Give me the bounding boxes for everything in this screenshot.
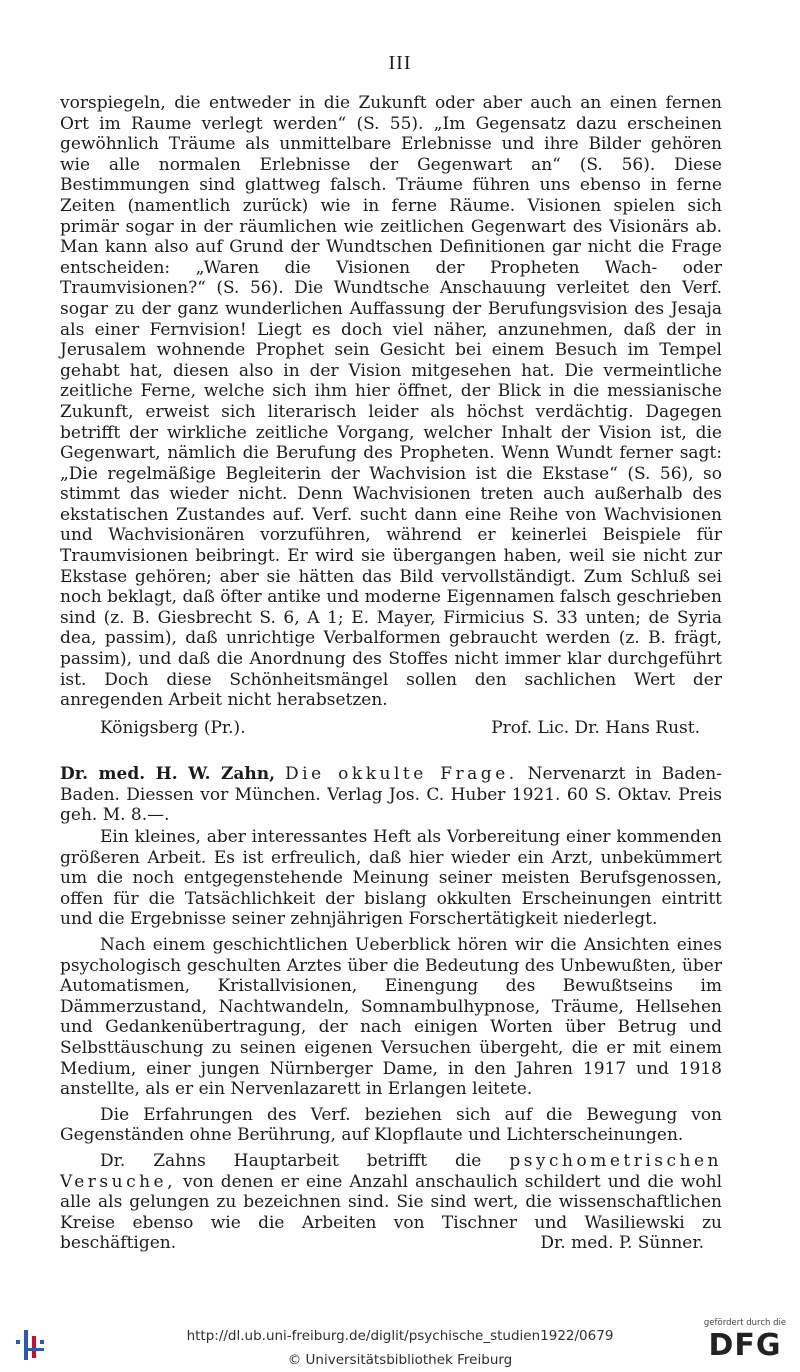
footer-url[interactable]: http://dl.ub.uni-freiburg.de/diglit/psychische_studien1922/0679 [186,1328,614,1344]
dfg-logo [698,1318,792,1370]
review-2-body [60,827,722,1254]
review-1-paragraph: vorspiegeln, die entweder in die Zukunft oder aber auch an einen fernen Ort im Raume verlegt werden“ (S. 55). „Im Gegensatz dazu erscheinen gewöhnlich Träume als unmittelbare Erlebnisse und ihre Bilder gehören wie alle normalen Erlebnisse der Gegenwart an“ (S. 56). Diese Bestimmungen sind glattweg falsch. Träume führen uns ebenso in ferne Zeiten (namentlich zurück) wie in ferne Räume. Visionen spielen sich primär sogar in der räumlichen wie zeitlichen Gegenwart des Visionärs ab. Man kann also auf Grund der Wundtschen Definitionen gar nicht die Frage entscheiden: „Waren die Visionen der Propheten Wach- oder Traumvisionen?“ (S. 56). Die Wundtsche Anschauung verleitet den Verf. sogar zu der ganz wunderlichen Auffassung der Berufungsvision des Jesaja als einer Fernvision! Liegt es doch viel näher, anzunehmen, daß der in Jerusalem wohnende Prophet sein Gesicht bei einem Besuch im Tempel gehabt hat, diesen also in der Vision mitgesehen hat. Die vermeintliche zeitliche Ferne, welche sich ihm hier öffnet, der Blick in die messianische Zukunft, erweist sich literarisch leider als höchst verdächtig. Dagegen betrifft der wirkliche zeitliche Vorgang, welcher Inhalt der Vision ist, die Gegenwart, nämlich die Berufung des Propheten. Wenn Wundt ferner sagt: „Die regelmäßige Begleiterin der Wachvision ist die Ekstase“ (S. 56), so stimmt das wieder nicht. Denn Wachvisionen treten auch außerhalb des ekstatischen Zustandes auf. Verf. sucht dann eine Reihe von Wachvisionen und Wachvisionären vorzuführen, während er keinerlei Beispiele für Traumvisionen beibringt. Er wird sie übergangen haben, weil sie nicht zur Ekstase gehören; aber sie hätten das Bild vervollständigt. Zum Schluß sei noch beklagt, daß öfter antike und moderne Eigennamen falsch geschrieben sind (z. B. Giesbrecht S. 6, A 1; E. Mayer, Firmicius S. 33 unten; de Syria dea, passim), daß unrichtige Verbalformen gebraucht werden (z. B. frägt, passim), und daß die Anordnung des Stoffes nicht immer klar durchgeführt ist. Doch diese Schönheitsmängel sollen den sachlichen Wert der anregenden Arbeit nicht herabsetzen. [60,93,722,711]
review-1-reviewer: Prof. Lic. Dr. Hans Rust. [491,718,700,738]
dfg-wordmark: DFG [708,1328,782,1363]
review-2-p4-start: Dr. Zahns Hauptarbeit betrifft die [100,1150,482,1171]
review-2-citation [60,764,722,826]
review-1-body [60,93,722,711]
review-2-reviewer: Dr. med. P. Sünner. [540,1233,704,1254]
review-2-p4-spaced: psychometrischen Versuche, [60,1150,723,1192]
review-2-p4-rest: von denen er eine Anzahl anschaulich schildert und die wohl alle als gelungen zu bezeichnen sind. Sie sind wert, die wissenschaftlichen Kreise ebenso wie die Arbeiten von Tischner und Wasiliewski zu beschäftigen. [60,1171,723,1254]
review-2-paragraph-1: Ein kleines, aber interessantes Heft als Vorbereitung einer kommenden größeren Arbeit. Es ist erfreulich, daß hier wieder ein Arzt, unbekümmert um die noch entgegenstehende Meinung seiner meisten Berufsgenossen, offen für die Tatsächlichkeit der bislang okkulten Erscheinungen eintritt und die Ergebnisse seiner zehnjährigen Forschertätigkeit niederlegt. [60,827,722,930]
review-1-signature [60,718,722,740]
review-2-header [60,764,722,826]
dfg-funded-label: gefördert durch die [703,1318,787,1328]
page-number: III [388,52,412,74]
review-2-paragraph-4 [60,1151,722,1254]
review-2-paragraph-3: Die Erfahrungen des Verf. beziehen sich auf die Bewegung von Gegenständen ohne Berührung, auf Klopflaute und Lichterscheinungen. [60,1104,722,1146]
review-2-paragraph-2: Nach einem geschichtlichen Ueberblick hören wir die Ansichten eines psychologisch geschulten Arztes über die Bedeutung des Unbewußten, über Automatismen, Kristallvisionen, Einengung des Bewußtseins im Dämmerzustand, Nachtwandeln, Somnambulhypnose, Träume, Hellsehen und Gedankenübertragung, der nach einigen Worten über Betrug und Selbsttäuschung zu seinen eigenen Versuchen übergeht, die er mit einem Medium, einer jungen Nürnberger Dame, in den Jahren 1917 und 1918 anstellte, als er ein Nervenlazarett in Erlangen leitete. [60,934,722,1100]
review-2-author: Dr. med. H. W. Zahn, [60,764,276,784]
review-2-biblio: Nervenarzt in Baden-Baden. Diessen vor München. Verlag Jos. C. Huber 1921. 60 S. Oktav. Preis geh. M. 8.—. [60,764,722,826]
footer-copyright: © Universitätsbibliothek Freiburg [287,1352,513,1368]
review-1-place: Königsberg (Pr.). [100,718,246,738]
review-2-title: Die okkulte Frage. [285,764,518,784]
